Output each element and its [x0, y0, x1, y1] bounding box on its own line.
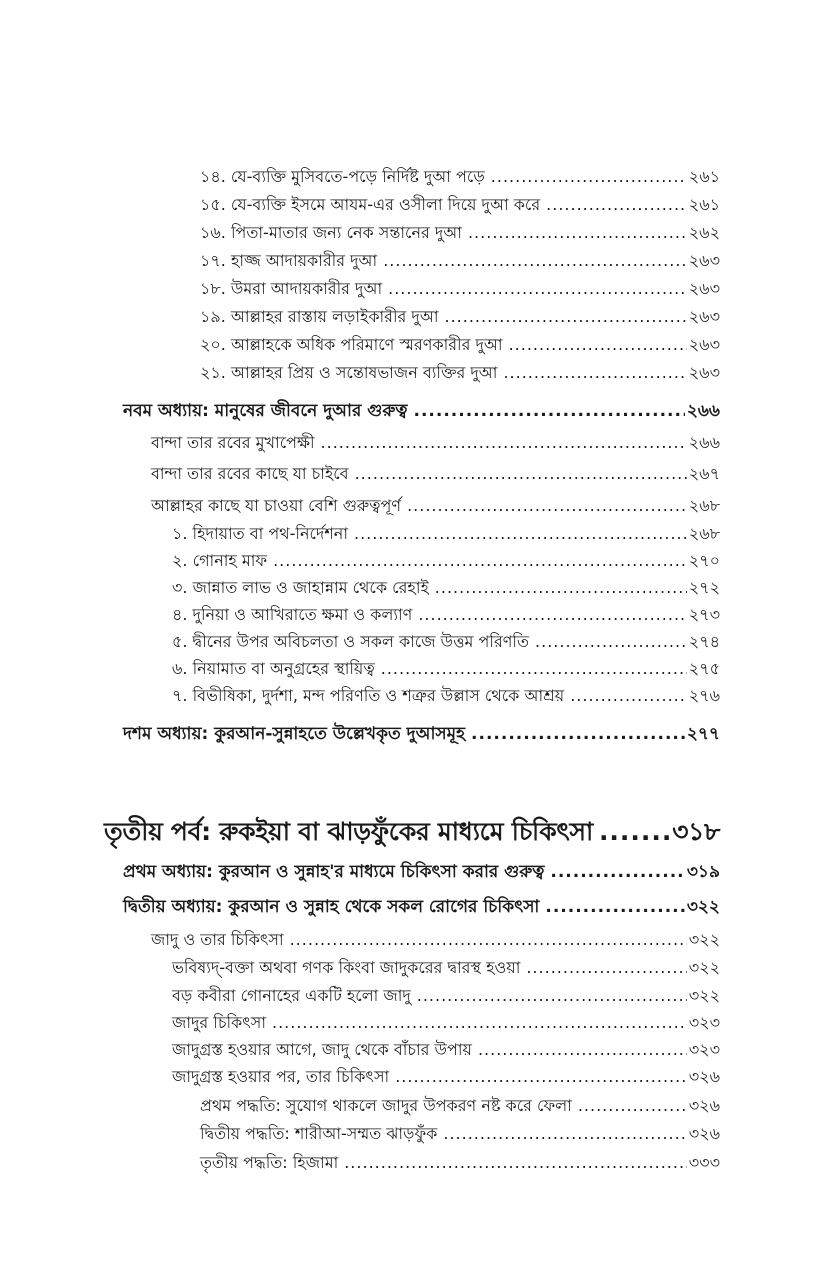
toc-entry	[172, 629, 720, 656]
toc-entry-label: তৃতীয় পদ্ধতি: হিজামা	[200, 1153, 339, 1172]
toc-entry-label: প্রথম অধ্যায়: কুরআন ও সুন্নাহ'র মাধ্যমে চিকিৎসা করার গুরুত্ব	[123, 862, 545, 882]
toc-entry-page: ৩২৬	[688, 1067, 720, 1086]
toc-entry-label: জাদু ও তার চিকিৎসা	[151, 930, 284, 949]
toc-leader-dots	[344, 1153, 687, 1172]
toc-leader-dots	[468, 223, 687, 242]
toc-entry	[172, 1010, 720, 1037]
toc-leader-dots	[417, 986, 687, 1005]
toc-entry-page: ২৭০	[688, 551, 720, 570]
toc-entry	[172, 602, 720, 629]
toc-leader-dots	[570, 686, 687, 705]
toc-entry-label: ১. হিদায়াত বা পথ-নির্দেশনা	[172, 524, 348, 543]
toc-entry	[200, 360, 720, 387]
toc-entry-label: জাদুগ্রস্ত হওয়ার পর, তার চিকিৎসা	[172, 1067, 390, 1086]
toc-entry-label: ৫. দ্বীনের উপর অবিচলতা ও সকল কাজে উত্তম পরিণতি	[172, 632, 530, 651]
toc-entry	[151, 493, 720, 520]
toc-chapter-heading	[123, 859, 720, 887]
toc-entry-page: ২৬৮	[688, 496, 720, 515]
toc-entry-label: ১৯. আল্লাহর রাস্তায় লড়াইকারীর দুআ	[200, 307, 439, 326]
toc-leader-dots	[381, 659, 687, 678]
toc-entry-label: প্রথম পদ্ধতি: সুযোগ থাকলে জাদুর উপকরণ নষ্ট করে ফেলা	[200, 1096, 572, 1115]
toc-entry-label: ১৭. হাজ্জ আদায়কারীর দুআ	[200, 251, 378, 270]
toc-entry-page: ২৬৩	[688, 335, 720, 354]
toc-entry-page: ২৬২	[688, 223, 720, 242]
toc-entry-page: ৩১৮	[672, 817, 720, 846]
toc-entry-label: দশম অধ্যায়: কুরআন-সুন্নাহতে উল্লেখকৃত দুআসমূহ	[123, 724, 466, 744]
toc-entry-page: ২৬৩	[688, 251, 720, 270]
toc-entry-label: ২১. আল্লাহর প্রিয় ও সন্তোষভাজন ব্যক্তির দুআ	[200, 363, 498, 382]
toc-entry	[200, 164, 720, 191]
toc-entry	[200, 304, 720, 331]
toc-leader-dots	[546, 195, 687, 214]
toc-entry-page: ২৭২	[688, 578, 720, 597]
toc-entry	[151, 927, 720, 954]
toc-entry-page: ২৭৫	[688, 659, 720, 678]
toc-entry-label: তৃতীয় পর্ব: রুকইয়া বা ঝাড়ফুঁকের মাধ্যমে চিকিৎসা	[104, 817, 593, 846]
toc-entry-page: ৩২২	[688, 930, 720, 949]
toc-entry-page: ৩২২	[688, 958, 720, 977]
toc-leader-dots	[491, 167, 687, 186]
toc-entry-page: ৩২৬	[688, 1096, 720, 1115]
toc-entry-page: ৩২২	[686, 897, 720, 917]
toc-leader-dots	[272, 1013, 687, 1032]
toc-entry-label: ১৫. যে-ব্যক্তি ইসমে আযম-এর ওসীলা দিয়ে দুআ করে	[200, 195, 541, 214]
toc-leader-dots	[526, 958, 686, 977]
toc-entry	[172, 983, 720, 1010]
toc-leader-dots	[355, 464, 687, 483]
toc-entry-label: ১৪. যে-ব্যক্তি মুসিবতে-পড়ে নির্দিষ্ট দুআ পড়ে	[200, 167, 485, 186]
toc-entry	[172, 548, 720, 575]
toc-entry-page: ২৬৬	[686, 401, 720, 421]
toc-leader-dots	[407, 496, 687, 515]
toc-entry-page: ৩২২	[688, 986, 720, 1005]
toc-entry	[200, 248, 720, 275]
toc-entry	[172, 683, 720, 710]
toc-entry	[200, 1093, 720, 1120]
toc-entry	[172, 656, 720, 683]
toc-leader-dots	[471, 724, 685, 744]
toc-chapter-heading	[123, 721, 720, 749]
toc-leader-dots	[418, 605, 686, 624]
toc-leader-dots	[509, 335, 687, 354]
toc-leader-dots	[503, 363, 686, 382]
toc-entry-page: ২৬৬	[688, 433, 720, 452]
toc-entry-page: ৩২৬	[688, 1124, 720, 1143]
toc-entry-label: ভবিষ্যদ্‌-বক্তা অথবা গণক কিংবা জাদুকরের দ্বারস্থ হওয়া	[172, 958, 521, 977]
toc-entry-label: ৪. দুনিয়া ও আখিরাতে ক্ষমা ও কল্যাণ	[172, 605, 413, 624]
toc-entry	[172, 1064, 720, 1091]
toc-entry-page: ২৬৩	[688, 307, 720, 326]
toc-entry	[151, 430, 720, 457]
toc-entry-label: ২০. আল্লাহকে অধিক পরিমাণে স্মরণকারীর দুআ	[200, 335, 503, 354]
toc-entry	[200, 192, 720, 219]
toc-part-heading	[104, 812, 720, 855]
toc-entry	[172, 1037, 720, 1064]
toc-entry-label: বান্দা তার রবের মুখাপেক্ষী	[151, 433, 315, 452]
toc-leader-dots	[443, 1124, 686, 1143]
toc-entry	[200, 1121, 720, 1148]
toc-entry	[151, 461, 720, 488]
toc-entry	[200, 220, 720, 247]
toc-entry-page: ২৬৮	[688, 524, 720, 543]
toc-leader-dots	[578, 1096, 687, 1115]
toc-leader-dots	[395, 1067, 687, 1086]
toc-chapter-heading	[123, 894, 720, 922]
toc-entry-label: ২. গোনাহ মাফ	[172, 551, 268, 570]
toc-leader-dots	[413, 401, 684, 421]
toc-leader-dots	[435, 578, 687, 597]
toc-leader-dots	[290, 930, 687, 949]
toc-entry-page: ২৭৬	[688, 686, 720, 705]
toc-chapter-heading	[123, 398, 720, 426]
toc-entry-label: আল্লাহর কাছে যা চাওয়া বেশি গুরুত্বপূর্ণ	[151, 496, 402, 515]
toc-entry-page: ২৬৩	[688, 363, 720, 382]
toc-entry	[200, 276, 720, 303]
toc-entry-label: জাদুগ্রস্ত হওয়ার আগে, জাদু থেকে বাঁচার উপায়	[172, 1040, 472, 1059]
toc-entry-page: ২৬৩	[688, 279, 720, 298]
toc-entry-page: ২৬৭	[688, 464, 720, 483]
toc-entry-page: ২৭৪	[688, 632, 720, 651]
toc-leader-dots	[599, 817, 670, 846]
toc-entry-label: জাদুর চিকিৎসা	[172, 1013, 266, 1032]
toc-entry	[172, 521, 720, 548]
toc-entry-label: নবম অধ্যায়: মানুষের জীবনে দুআর গুরুত্ব	[123, 401, 408, 421]
toc-leader-dots	[445, 307, 687, 326]
toc-entry-label: ১৮. উমরা আদায়কারীর দুআ	[200, 279, 383, 298]
toc-entry-label: বান্দা তার রবের কাছে যা চাইবে	[151, 464, 349, 483]
toc-leader-dots	[388, 279, 687, 298]
toc-entry	[200, 332, 720, 359]
toc-entry-label: ১৬. পিতা-মাতার জন্য নেক সন্তানের দুআ	[200, 223, 462, 242]
toc-leader-dots	[273, 551, 687, 570]
toc-entry-page: ২৬১	[688, 167, 720, 186]
toc-entry-page: ৩৩৩	[688, 1153, 720, 1172]
toc-entry-label: ৭. বিভীষিকা, দুর্দশা, মন্দ পরিণতি ও শত্রুর উল্লাস থেকে আশ্রয়	[172, 686, 565, 705]
toc-entry	[200, 1150, 720, 1177]
toc-entry	[172, 575, 720, 602]
toc-entry-page: ৩২৩	[688, 1040, 720, 1059]
toc-leader-dots	[550, 862, 685, 882]
toc-entry-label: ৩. জান্নাত লাভ ও জাহান্নাম থেকে রেহাই	[172, 578, 429, 597]
toc-entry-label: দ্বিতীয় অধ্যায়: কুরআন ও সুন্নাহ থেকে সকল রোগের চিকিৎসা	[123, 897, 540, 917]
toc-leader-dots	[545, 897, 684, 917]
toc-entry-label: বড় কবীরা গোনাহের একটি হলো জাদু	[172, 986, 411, 1005]
toc-leader-dots	[478, 1040, 687, 1059]
toc-entry-page: ৩২৩	[688, 1013, 720, 1032]
toc-leader-dots	[535, 632, 687, 651]
toc-leader-dots	[354, 524, 687, 543]
toc-entry-label: দ্বিতীয় পদ্ধতি: শারীআ-সম্মত ঝাড়ফুঁক	[200, 1124, 438, 1143]
toc-entry-page: ৩১৯	[686, 862, 720, 882]
toc-entry	[172, 955, 720, 982]
toc-entry-page: ২৬১	[688, 195, 720, 214]
toc-leader-dots	[383, 251, 687, 270]
toc-leader-dots	[321, 433, 687, 452]
toc-entry-label: ৬. নিয়ামাত বা অনুগ্রহের স্থায়িত্ব	[172, 659, 375, 678]
toc-entry-page: ২৭৭	[686, 724, 720, 744]
toc-entry-page: ২৭৩	[688, 605, 720, 624]
